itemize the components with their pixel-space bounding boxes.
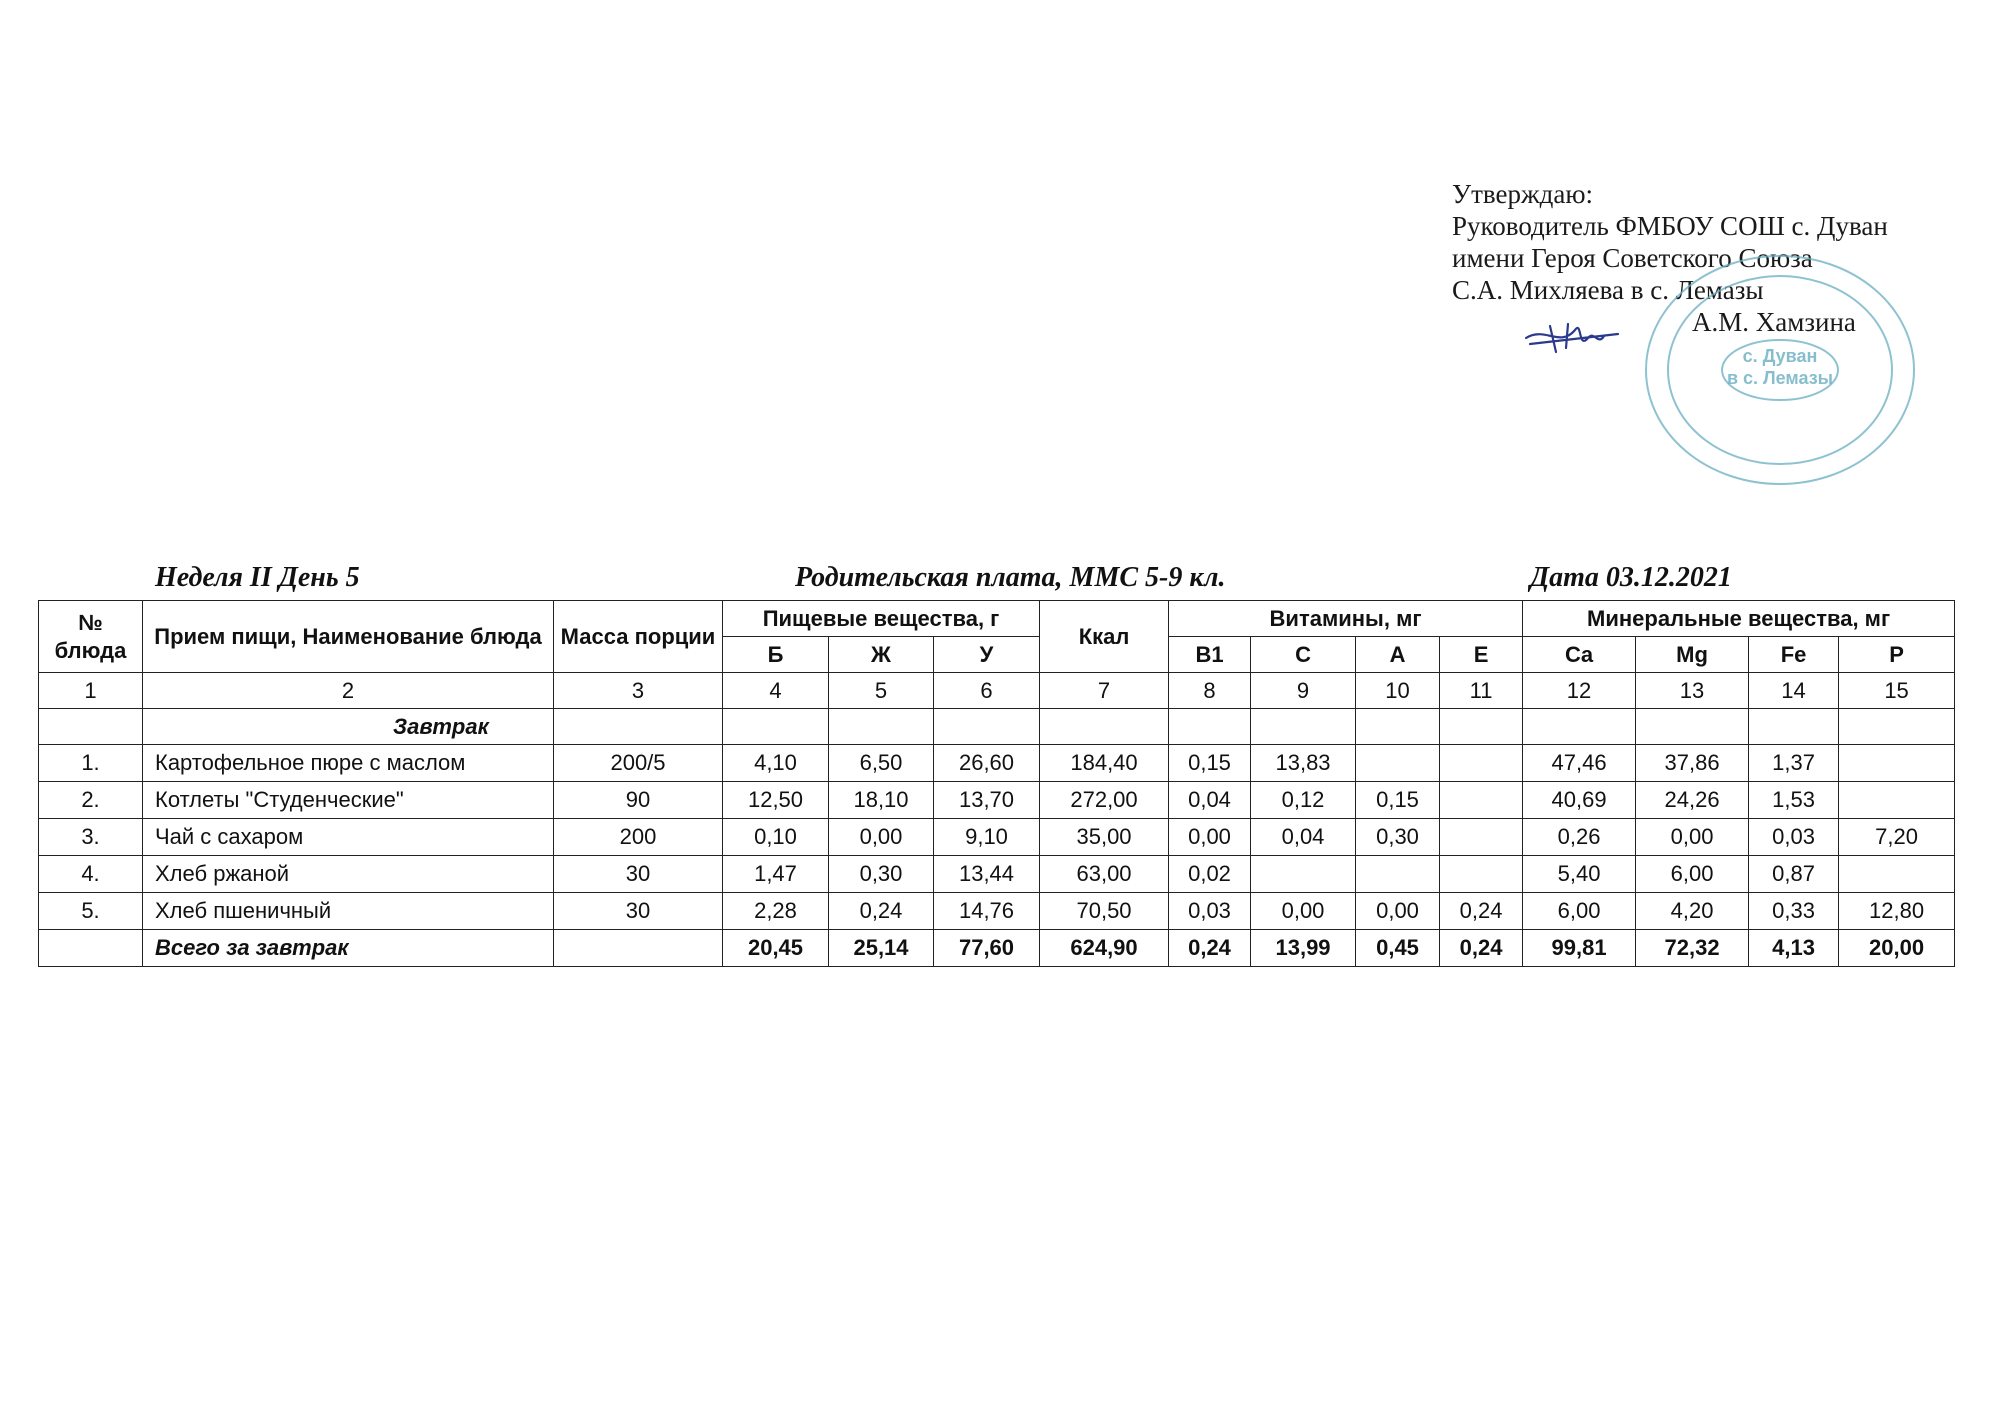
header-e: E [1440,637,1523,673]
header-name: Прием пищи, Наименование блюда [143,601,554,673]
table-cell: 13,70 [934,782,1040,819]
header-protein: Б [723,637,829,673]
empty-cell [829,709,934,745]
table-row [39,745,1955,782]
table-cell [1839,782,1955,819]
table-cell [1440,745,1523,782]
table-cell: 3. [39,819,143,856]
empty-cell [1636,709,1749,745]
table-cell: 70,50 [1040,893,1169,930]
table-cell: 272,00 [1040,782,1169,819]
total-cell [554,930,723,967]
table-cell: 9,10 [934,819,1040,856]
table-cell: 0,30 [829,856,934,893]
table-cell: 26,60 [934,745,1040,782]
table-cell: 13,83 [1251,745,1356,782]
table-cell: 0,24 [1440,893,1523,930]
table-cell: 4,10 [723,745,829,782]
column-number-cell: 13 [1636,673,1749,709]
total-cell: 0,24 [1169,930,1251,967]
table-cell: 47,46 [1523,745,1636,782]
table-cell [1839,856,1955,893]
column-number-cell: 11 [1440,673,1523,709]
column-number-cell: 7 [1040,673,1169,709]
total-cell: 25,14 [829,930,934,967]
table-cell: 0,00 [1251,893,1356,930]
column-number-cell: 8 [1169,673,1251,709]
total-cell: 72,32 [1636,930,1749,967]
table-cell: 7,20 [1839,819,1955,856]
column-number-row [39,673,1955,709]
table-cell: 0,24 [829,893,934,930]
table-cell [1251,856,1356,893]
table-cell: 40,69 [1523,782,1636,819]
total-cell: 20,00 [1839,930,1955,967]
empty-cell [1251,709,1356,745]
header-vitamins: Витамины, мг [1169,601,1523,637]
heading-week-day: Неделя II День 5 [155,562,360,593]
header-num: № блюда [39,601,143,673]
header-b1: B1 [1169,637,1251,673]
table-cell: 37,86 [1636,745,1749,782]
column-number-cell: 1 [39,673,143,709]
table-cell: 0,00 [1636,819,1749,856]
table-cell [1440,819,1523,856]
table-cell: 0,00 [829,819,934,856]
table-row [39,856,1955,893]
table-cell: 6,50 [829,745,934,782]
header-p: P [1839,637,1955,673]
table-cell: 24,26 [1636,782,1749,819]
table-cell: 12,80 [1839,893,1955,930]
table-cell: 0,03 [1749,819,1839,856]
total-cell: 13,99 [1251,930,1356,967]
column-number-cell: 15 [1839,673,1955,709]
table-cell: 0,26 [1523,819,1636,856]
table-cell: 4,20 [1636,893,1749,930]
total-label-cell: Всего за завтрак [143,930,554,967]
column-number-cell: 14 [1749,673,1839,709]
table-cell: 0,02 [1169,856,1251,893]
column-number-cell: 9 [1251,673,1356,709]
table-cell: 18,10 [829,782,934,819]
empty-cell [554,709,723,745]
header-mg: Mg [1636,637,1749,673]
table-cell: 0,12 [1251,782,1356,819]
empty-cell [39,709,143,745]
table-cell: 5. [39,893,143,930]
total-cell: 0,24 [1440,930,1523,967]
table-cell: 0,04 [1251,819,1356,856]
table-cell: 0,30 [1356,819,1440,856]
empty-cell [1523,709,1636,745]
total-cell: 0,45 [1356,930,1440,967]
table-cell: 1,47 [723,856,829,893]
stamp-text-location: в с. Лемазы [1726,368,1834,388]
table-cell [1440,782,1523,819]
approval-line-approve: Утверждаю: [1452,179,1594,209]
column-number-cell: 3 [554,673,723,709]
column-number-cell: 12 [1523,673,1636,709]
header-kcal: Ккал [1040,601,1169,673]
table-cell [1440,856,1523,893]
section-row [39,709,1955,745]
header-minerals: Минеральные вещества, мг [1523,601,1955,637]
table-cell [1356,745,1440,782]
empty-cell [1040,709,1169,745]
signature-icon [1520,308,1625,356]
empty-cell [1839,709,1955,745]
table-cell: 35,00 [1040,819,1169,856]
dish-name-cell: Хлеб пшеничный [143,893,554,930]
table-cell: 12,50 [723,782,829,819]
table-cell: 6,00 [1636,856,1749,893]
approval-signer: А.М. Хамзина [1692,307,1856,337]
table-cell: 90 [554,782,723,819]
total-cell [39,930,143,967]
stamp-text-village: с. Дуван [1742,346,1818,366]
empty-cell [1749,709,1839,745]
empty-cell [1169,709,1251,745]
table-row [39,819,1955,856]
table-cell: 30 [554,856,723,893]
total-row [39,930,1955,967]
table-cell: 13,44 [934,856,1040,893]
stamp-seal [1640,250,1920,490]
empty-cell [934,709,1040,745]
table-cell [1839,745,1955,782]
table-cell: 63,00 [1040,856,1169,893]
table-header-row [39,601,1955,637]
header-fe: Fe [1749,637,1839,673]
header-a: A [1356,637,1440,673]
table-cell: 0,33 [1749,893,1839,930]
table-cell: 0,15 [1169,745,1251,782]
column-number-cell: 4 [723,673,829,709]
column-number-cell: 6 [934,673,1040,709]
dish-name-cell: Чай с сахаром [143,819,554,856]
table-row [39,893,1955,930]
table-cell: 1,53 [1749,782,1839,819]
table-cell: 2. [39,782,143,819]
approval-line-head: Руководитель ФМБОУ СОШ с. Дуван [1452,211,1888,241]
dish-name-cell: Котлеты "Студенческие" [143,782,554,819]
table-cell: 0,87 [1749,856,1839,893]
table-cell: 0,00 [1356,893,1440,930]
dish-name-cell: Хлеб ржаной [143,856,554,893]
header-c: C [1251,637,1356,673]
table-cell: 0,15 [1356,782,1440,819]
table-cell: 5,40 [1523,856,1636,893]
table-cell [1356,856,1440,893]
table-cell: 2,28 [723,893,829,930]
table-cell: 0,00 [1169,819,1251,856]
table-cell: 14,76 [934,893,1040,930]
column-number-cell: 10 [1356,673,1440,709]
column-number-cell: 5 [829,673,934,709]
total-cell: 4,13 [1749,930,1839,967]
empty-cell [723,709,829,745]
table-cell: 200 [554,819,723,856]
heading-date: Дата 03.12.2021 [1530,562,1732,593]
menu-table [38,600,1955,967]
header-mass: Масса порции [554,601,723,673]
table-cell: 6,00 [1523,893,1636,930]
header-fat: Ж [829,637,934,673]
empty-cell [1356,709,1440,745]
column-number-cell: 2 [143,673,554,709]
table-cell: 4. [39,856,143,893]
table-cell: 0,10 [723,819,829,856]
total-cell: 20,45 [723,930,829,967]
empty-cell [1440,709,1523,745]
table-cell: 1,37 [1749,745,1839,782]
table-cell: 0,03 [1169,893,1251,930]
table-cell: 0,04 [1169,782,1251,819]
header-carbs: У [934,637,1040,673]
approval-line-named: имени Героя Советского Союза [1452,243,1813,273]
total-cell: 99,81 [1523,930,1636,967]
total-cell: 77,60 [934,930,1040,967]
table-row [39,782,1955,819]
table-cell: 200/5 [554,745,723,782]
section-title: Завтрак [143,709,554,745]
table-cell: 184,40 [1040,745,1169,782]
approval-line-school: С.А. Михляева в с. Лемазы [1452,275,1764,305]
header-ca: Ca [1523,637,1636,673]
heading-fee: Родительская плата, ММС 5-9 кл. [795,562,1226,593]
header-nutrients: Пищевые вещества, г [723,601,1040,637]
total-cell: 624,90 [1040,930,1169,967]
dish-name-cell: Картофельное пюре с маслом [143,745,554,782]
table-cell: 30 [554,893,723,930]
table-cell: 1. [39,745,143,782]
